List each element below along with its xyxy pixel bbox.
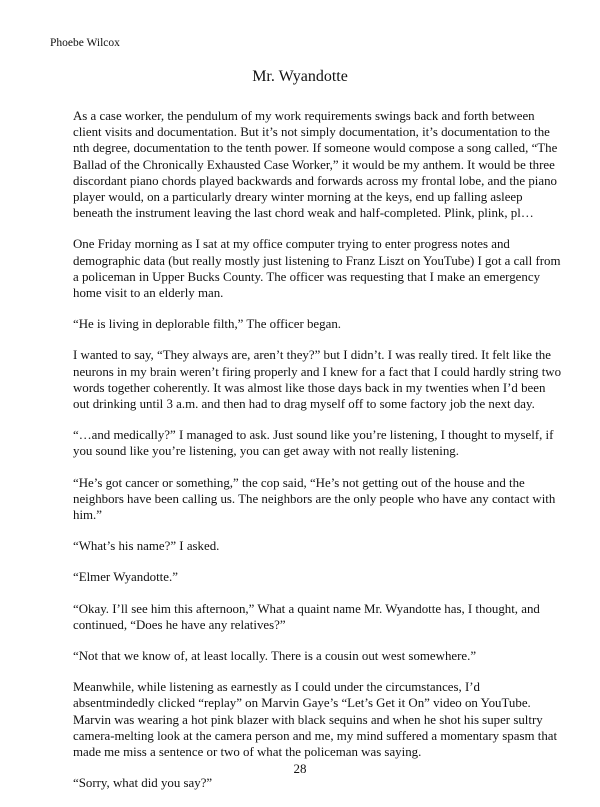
story-body <box>73 108 562 807</box>
author-header: Phoebe Wilcox <box>50 37 120 49</box>
paragraph: “Okay. I’ll see him this afternoon,” What a quaint name Mr. Wyandotte has, I thought, and continued, “Does he have any relatives?” <box>73 601 540 632</box>
paragraph: I wanted to say, “They always are, aren’t they?” but I didn’t. I was really tired. It felt like the neurons in my brain weren’t firing properly and I knew for a fact that I could hardly string two words together coherently. It was almost like those days back in my twenties when I’d been out drinking until 3 a.m. and then had to drag myself off to some factory job the next day. <box>73 348 562 412</box>
paragraph: “Not that we know of, at least locally. There is a cousin out west somewhere.” <box>73 649 477 664</box>
paragraph: “Sorry, what did you say?” <box>73 776 213 791</box>
paragraph: As a case worker, the pendulum of my work requirements swings back and forth between client visits and documentation. But it’s not simply documentation, it’s documentation to the nth degree, documentation to the tenth power. If someone would compose a song called, “The Ballad of the Chronically Exhausted Case Worker,” it would be my anthem. It would be three discordant piano chords played backwards and forwards across my frontal lobe, and the piano player would, on a particularly dreary winter morning at the keys, end up falling asleep beneath the instrument leaving the last chord weak and half-completed. Plink, plink, pl… <box>73 109 558 221</box>
paragraph: “He is living in deplorable filth,” The officer began. <box>73 317 341 332</box>
paragraph: Meanwhile, while listening as earnestly as I could under the circumstances, I’d absentmindedly clicked “replay” on Marvin Gaye’s “Let’s Get it On” video on YouTube. Marvin was wearing a hot pink blazer with black sequins and when he shot his super sultry camera-melting look at the camera person and me, my mind suffered a momentary spasm that made me miss a sentence or two of what the policeman was saying. <box>73 680 558 760</box>
paragraph: “He’s got cancer or something,” the cop said, “He’s not getting out of the house and the neighbors have been calling us. The neighbors are the only people who have any contact with him.” <box>73 475 556 523</box>
paragraph: One Friday morning as I sat at my office computer trying to enter progress notes and demographic data (but really mostly just listening to Franz Liszt on YouTube) I got a call from a policeman in Upper Bucks County. The officer was requesting that I make an emergency home visit to an elderly man. <box>73 237 561 301</box>
paragraph: “Elmer Wyandotte.” <box>73 570 178 585</box>
paragraph: “What’s his name?” I asked. <box>73 539 220 554</box>
page-number: 28 <box>293 761 307 776</box>
story-title: Mr. Wyandotte <box>252 68 348 85</box>
paragraph: “…and medically?” I managed to ask. Just sound like you’re listening, I thought to myself, if you sound like you’re listening, you can get away with not really listening. <box>73 428 554 459</box>
